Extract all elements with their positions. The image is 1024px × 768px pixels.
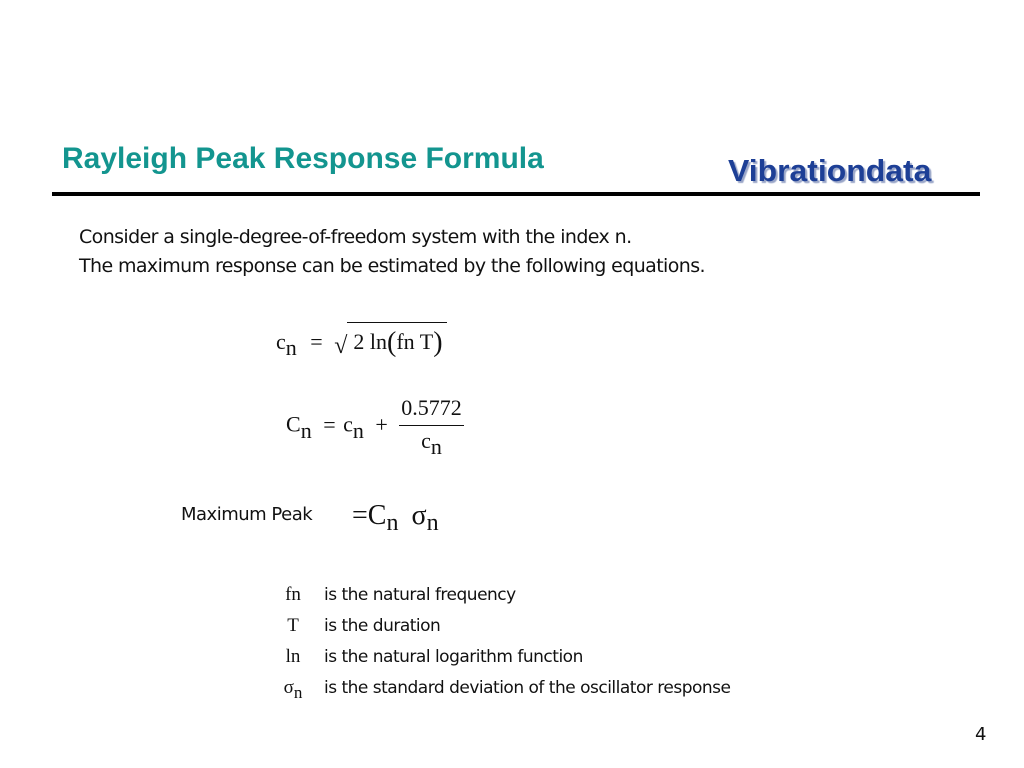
title-divider: [52, 192, 980, 196]
maximum-peak-label: Maximum Peak: [181, 504, 313, 525]
definitions-list: [262, 584, 730, 708]
radical-icon: √: [334, 333, 348, 359]
eq3-sigma: σ: [411, 500, 427, 531]
definition-row: [262, 646, 730, 677]
radicand: [347, 322, 446, 357]
eq2-lhs: Cn: [286, 411, 312, 443]
fraction: [399, 395, 464, 459]
definition-row: [262, 584, 730, 615]
definition-row: [262, 615, 730, 646]
def-symbol: σn: [283, 677, 303, 702]
vibrationdata-logo: Vibrationdata: [728, 153, 932, 188]
slide-title: Rayleigh Peak Response Formula: [62, 142, 544, 175]
eq2-term-sub: n: [352, 417, 364, 443]
definition-row: [262, 677, 730, 708]
fraction-denominator: cn: [421, 428, 442, 459]
def-symbol: T: [287, 615, 299, 636]
def-symbol: ln: [285, 646, 301, 667]
equation-max-peak: [352, 500, 439, 536]
radicand-prefix: 2 ln: [353, 329, 387, 354]
intro-text: [79, 223, 705, 281]
open-paren: (: [386, 327, 397, 358]
eq3-equals: =: [352, 500, 368, 531]
equation-Cn: [286, 395, 464, 459]
intro-line-2: The maximum response can be estimated by the following equations.: [79, 255, 705, 277]
eq2-plus: +: [375, 411, 388, 437]
radicand-inner: fn T: [396, 329, 434, 354]
def-text: is the natural frequency: [324, 585, 516, 605]
def-symbol: fn: [285, 584, 301, 605]
eq1-lhs-sub: n: [285, 335, 297, 360]
close-paren: ): [433, 327, 443, 358]
page-number: 4: [975, 724, 987, 745]
eq2-lhs-sub: n: [300, 417, 312, 443]
eq3-C: C: [367, 500, 387, 531]
eq1-lhs: c: [276, 329, 286, 354]
def-text: is the natural logarithm function: [324, 647, 583, 667]
square-root: [334, 322, 446, 357]
eq3-C-sub: n: [386, 510, 399, 536]
eq2-term: cn: [343, 411, 364, 443]
eq2-equals: =: [323, 411, 336, 437]
eq1-equals: =: [310, 329, 323, 354]
fraction-numerator: 0.5772: [399, 395, 464, 426]
def-text: is the duration: [324, 616, 441, 636]
intro-line-1: Consider a single-degree-of-freedom system with the index n.: [79, 226, 632, 248]
def-text: is the standard deviation of the oscillator response: [324, 678, 731, 698]
eq3-sigma-sub: n: [426, 510, 439, 536]
equation-cn: [276, 322, 447, 360]
